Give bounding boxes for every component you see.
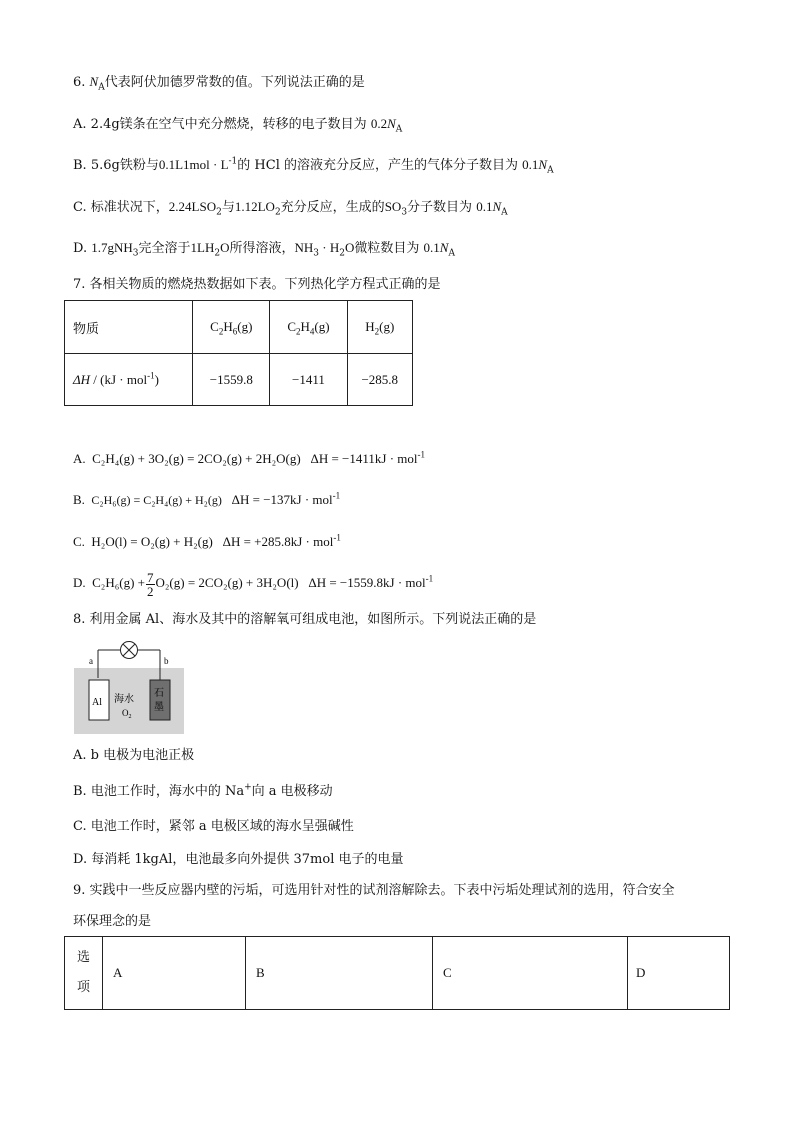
q7-option-b [73,491,340,509]
o2-subscript: 2 [128,714,132,720]
subscript: 2 [339,248,345,259]
symbol-sub: A [547,165,554,176]
q6-option-b [73,156,554,175]
label-a: a [89,656,93,666]
option-text: · H [319,240,340,255]
q6-symbol-N: N [89,74,99,89]
fraction [146,571,155,598]
q8-option-d: D. 每消耗 1kgAl，电池最多向外提供 37mol 电子的电量 [73,852,404,867]
q6-option-d [73,239,455,258]
subscript: 6 [232,326,238,337]
superscript: -1 [425,573,434,584]
subscript: 2 [274,207,281,218]
fraction-numerator: 7 [147,569,154,585]
symbol-N: N [492,199,502,214]
formula-part: / (kJ · mol [90,371,148,387]
symbol-sub: A [448,248,455,259]
option-text: 标准状况下， [90,200,169,215]
table-header-cell [65,937,103,1010]
header-char: 选 [76,950,90,965]
subscript: 2 [216,207,222,218]
q6-symbol-sub: A [98,82,105,93]
superscript: -1 [417,449,426,460]
o2-symbol: O [122,708,129,718]
fraction-denominator: 2 [147,583,154,599]
option-text: 与 [221,200,235,215]
option-label: B. [73,492,85,507]
symbol-N: N [387,116,396,131]
table-row-label [65,354,193,406]
table-header-cell: D [628,937,730,1010]
subscript: 3 [132,248,139,259]
superscript: -1 [147,370,155,381]
table-header-cell [347,301,413,354]
q7-option-a [73,450,425,468]
equation: H₂O(l) = O₂(g) + H₂(g) [91,534,213,549]
q8-stem: 8. 利用金属 Al、海水及其中的溶解氧可组成电池，如图所示。下列说法正确的是 [73,612,537,627]
option-text: O [220,240,230,255]
label-b: b [164,656,169,666]
table-cell: −1411 [270,354,347,406]
enthalpy: ΔH = −1559.8kJ · mol [308,575,426,590]
table-cell: −285.8 [347,354,413,406]
q8-option-c: C. 电池工作时，紧邻 a 电极区域的海水呈强碱性 [73,819,354,834]
symbol-N: N [439,240,449,255]
formula-part: H [223,319,233,334]
formula-part: H [300,319,310,334]
subscript: 3 [401,207,408,218]
label-graphite-1: 石 [154,688,164,699]
formula-part: ) [154,371,159,387]
formula-part: (g) [237,319,253,334]
q7-option-d [73,566,433,600]
q6-option-a [73,115,402,134]
option-text: NH [294,240,314,255]
subscript: 2 [218,326,224,337]
option-label: C. [73,534,85,549]
q6-stem [73,73,365,92]
table-header-cell [193,301,270,354]
table-header-cell: A [103,937,246,1010]
formula-part: C [287,319,296,334]
option-value: 0.1 [476,199,493,214]
option-text: 微粒数目为 [354,241,420,256]
symbol-N: N [538,157,548,172]
option-text: 完全溶于 [138,241,191,256]
table-header-cell [270,301,347,354]
table-header-cell: B [246,937,433,1010]
formula-part: (g) [379,319,395,334]
header-char: 项 [76,980,90,995]
superscript: + [244,782,252,793]
subscript: 2 [374,326,380,337]
q7-option-c [73,533,341,551]
subscript: 2 [295,326,301,337]
option-text: 向 a 电极移动 [251,784,333,799]
option-label: D. [73,241,88,256]
superscript: -1 [333,532,341,543]
option-value: 0.2 [370,116,388,131]
equation: O₂(g) = 2CO₂(g) + 3H₂O(l) [155,575,299,590]
option-label: A. [73,117,87,132]
option-text: 的 HCl 的溶液充分反应，产生的气体分子数目为 [237,158,519,173]
option-text: 0.1L1mol · L [158,157,229,172]
q9-stem-line2: 环保理念的是 [73,914,152,929]
equation: C₂H₄(g) + 3O₂(g) = 2CO₂(g) + 2H₂O(g) [92,451,301,466]
option-text: 1LH [190,240,215,255]
option-text: SO [384,199,402,214]
enthalpy: ΔH = +285.8kJ · mol [222,534,334,549]
symbol-sub: A [395,124,403,135]
symbol-sub: A [501,207,508,218]
q7-stem: 7. 各相关物质的燃烧热数据如下表。下列热化学方程式正确的是 [73,277,441,292]
enthalpy: ΔH = −137kJ · mol [231,492,333,507]
graphite-electrode [150,680,170,720]
label-graphite-2: 墨 [154,702,164,713]
battery-figure [74,640,186,736]
enthalpy: ΔH = −1411kJ · mol [310,451,418,466]
subscript: 4 [309,326,315,337]
option-text: 1.7gNH [91,240,133,255]
superscript: -1 [228,156,238,167]
q9-stem-line1: 9. 实践中一些反应器内壁的污垢，可选用针对性的试剂溶解除去。下表中污垢处理试剂的选用，符合安全 [73,883,675,898]
option-text: 2.24LSO [168,199,217,214]
option-text: 1.12LO [234,199,275,214]
q6-option-c [73,198,508,217]
option-text: 5.6g铁粉与 [90,158,159,173]
q6-number: 6. [73,75,86,90]
q8-option-b [73,783,333,801]
option-label: C. [73,200,87,215]
option-value: 0.1 [423,240,440,255]
subscript: 2 [214,248,221,259]
label-seawater: 海水 [114,694,134,705]
option-text: 充分反应，生成的 [280,200,385,215]
label-al: Al [92,697,102,708]
q9-table [64,936,730,1010]
option-label: A. [73,451,86,466]
formula-part: H [365,319,375,334]
table-header-cell: C [433,937,628,1010]
superscript: -1 [332,490,341,501]
option-text: 分子数目为 [407,200,473,215]
subscript: 3 [313,248,320,259]
equation: C₂H₆(g) = C₂H₄(g) + H₂(g) [91,493,222,507]
table-cell: −1559.8 [193,354,270,406]
q8-option-a: A. b 电极为电池正极 [73,748,195,763]
table-header-cell: 物质 [65,301,193,354]
option-text: 2.4g镁条在空气中充分燃烧，转移的电子数目为 [90,117,367,132]
option-text: B. 电池工作时，海水中的 Na [73,784,245,799]
equation: C₂H₆(g) + [92,575,146,590]
q6-stem-text: 代表阿伏加德罗常数的值。下列说法正确的是 [104,75,365,90]
option-text: O [344,240,355,255]
option-value: 0.1 [522,157,539,172]
formula-part: C [210,319,219,334]
q7-table [64,300,413,406]
option-label: D. [73,575,86,590]
formula-part: (g) [314,319,330,334]
option-text: 所得溶液， [229,241,295,256]
formula-part: ΔH [73,371,91,387]
option-label: B. [73,158,87,173]
